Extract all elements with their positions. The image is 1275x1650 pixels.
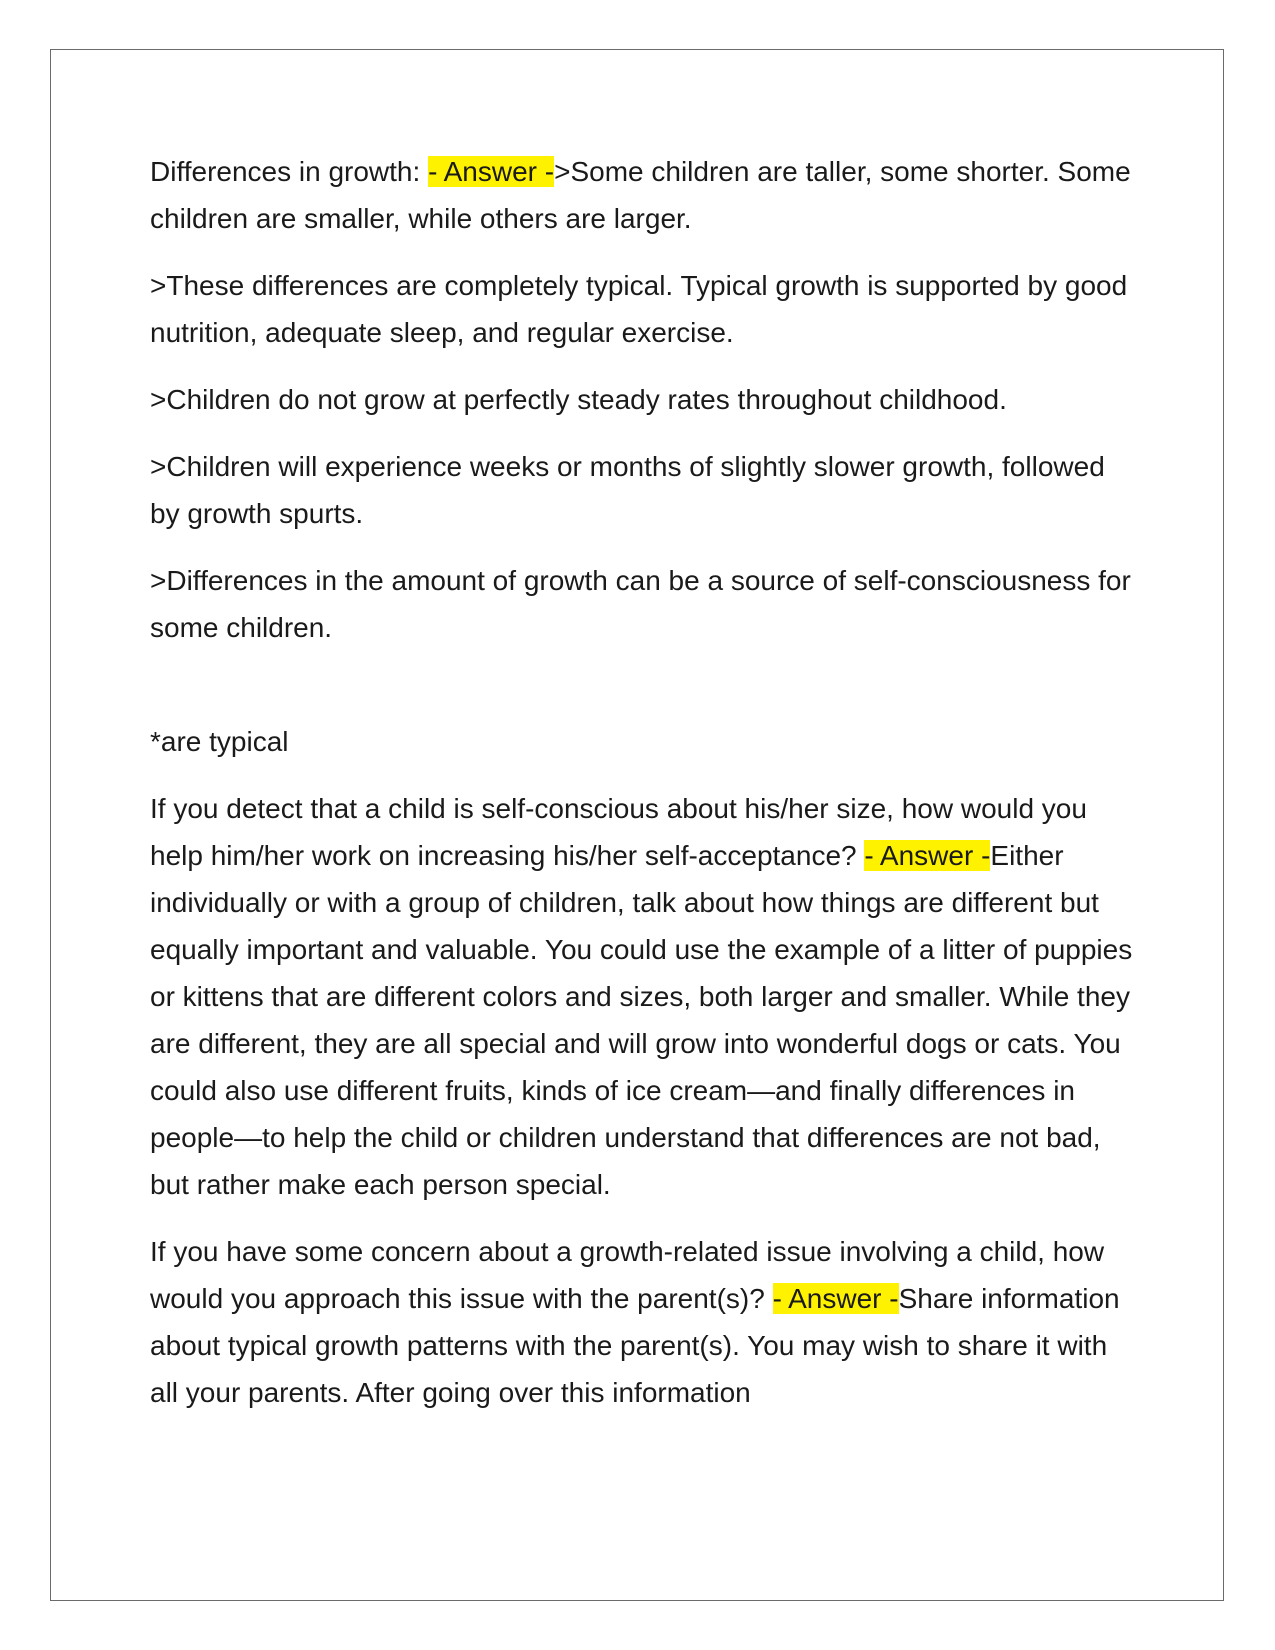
answer-highlight: - Answer - bbox=[428, 156, 555, 187]
paragraph-text: >Children will experience weeks or months of slightly slower growth, followed by growth spurts. bbox=[150, 451, 1105, 529]
paragraph-self-consciousness bbox=[150, 557, 1140, 651]
answer-text: Either individually or with a group of children, talk about how things are different but equally important and valuable. You could use the example of a litter of puppies or kittens that are different colors and sizes, both larger and smaller. While they are different, they are all special and will grow into wonderful dogs or cats. You could also use different fruits, kinds of ice cream—and finally differences in people—to help the child or children understand that differences are not bad, but rather make each person special. bbox=[150, 840, 1133, 1200]
paragraph-self-acceptance bbox=[150, 785, 1140, 1208]
answer-highlight: - Answer - bbox=[864, 840, 991, 871]
paragraph-parent-approach bbox=[150, 1228, 1140, 1416]
question-text: If you detect that a child is self-conscious about his/her size, how would you help him/her work on increasing his/her self-acceptance? bbox=[150, 793, 1087, 871]
paragraph-text: >Differences in the amount of growth can be a source of self-consciousness for some children. bbox=[150, 565, 1131, 643]
document-body bbox=[150, 148, 1140, 1436]
paragraph-differences-in-growth bbox=[150, 148, 1140, 242]
paragraph-steady-rates bbox=[150, 376, 1140, 423]
paragraph-text: *are typical bbox=[150, 726, 289, 757]
paragraph-text: >Children do not grow at perfectly steady rates throughout childhood. bbox=[150, 384, 1007, 415]
paragraph-are-typical bbox=[150, 718, 1140, 765]
question-text: Differences in growth: bbox=[150, 156, 429, 187]
answer-text: Share information about typical growth patterns with the parent(s). You may wish to share it with all your parents. After going over this information bbox=[150, 1283, 1120, 1408]
question-text: If you have some concern about a growth-related issue involving a child, how would you approach this issue with the parent(s)? bbox=[150, 1236, 1105, 1314]
paragraph-differences-typical bbox=[150, 262, 1140, 356]
answer-text: >Some children are taller, some shorter. Some children are smaller, while others are larger. bbox=[150, 156, 1131, 234]
paragraph-text: >These differences are completely typical. Typical growth is supported by good nutrition, adequate sleep, and regular exercise. bbox=[150, 270, 1128, 348]
paragraph-growth-spurts bbox=[150, 443, 1140, 537]
answer-highlight: - Answer - bbox=[772, 1283, 899, 1314]
